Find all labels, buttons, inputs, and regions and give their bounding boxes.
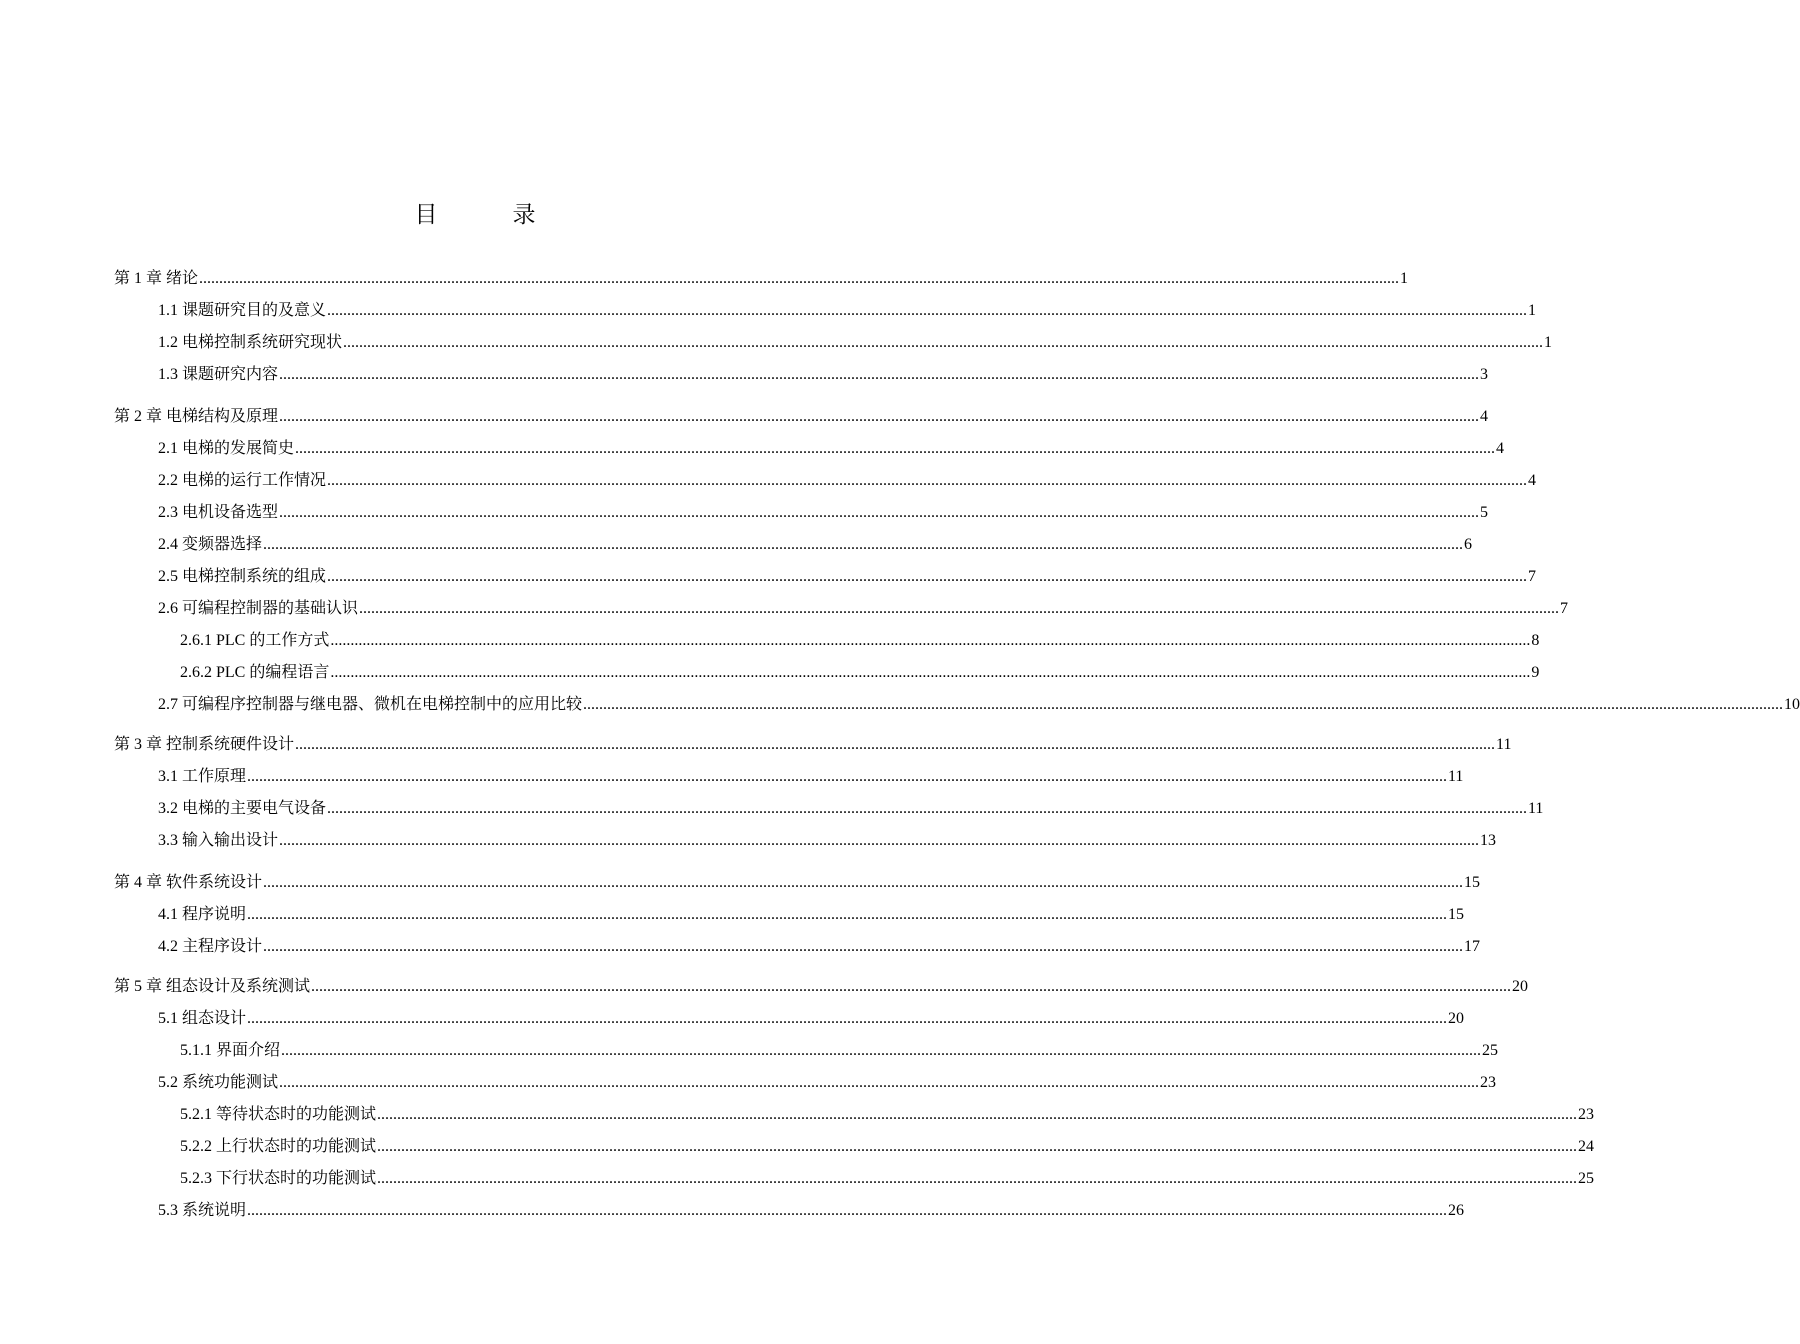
toc-section-entry[interactable]: [158, 297, 1537, 321]
toc-entry-text: 输入输出设计: [182, 830, 279, 849]
toc-entry-number: 5.2.3: [180, 1170, 216, 1187]
toc-leader-dots: ............................................................................................................................................................................................................................................................................................................: [281, 1042, 1482, 1059]
toc-entry-label: [158, 598, 358, 619]
toc-entry-label: [114, 976, 310, 997]
toc-leader-dots: ............................................................................................................................................................................................................................................................................................................: [279, 832, 1480, 849]
toc-entry-text: 上行状态时的功能测试: [216, 1136, 377, 1155]
toc-leader-dots: ............................................................................................................................................................................................................................................................................................................: [330, 632, 1531, 649]
toc-entry-number: 2.3: [158, 504, 182, 521]
toc-entry-label: [180, 1104, 376, 1125]
toc-entry-label: [180, 662, 329, 683]
toc-entry-number: 3.2: [158, 800, 182, 817]
toc-entry-text: 变频器选择: [182, 534, 263, 553]
toc-entry-number: 2.5: [158, 568, 182, 585]
toc-entry-number: 1.1: [158, 302, 182, 319]
toc-entry-label: [158, 438, 294, 459]
toc-entry-text: 的工作方式: [249, 630, 330, 649]
toc-entry-text: 界面介绍: [216, 1040, 281, 1059]
toc-entry-number: 2.6.2 PLC: [180, 664, 250, 681]
toc-section-entry[interactable]: [158, 563, 1537, 587]
toc-leader-dots: ............................................................................................................................................................................................................................................................................................................: [279, 1074, 1480, 1091]
toc-leader-dots: ............................................................................................................................................................................................................................................................................................................: [327, 472, 1528, 489]
toc-page-number: 25: [1578, 1170, 1595, 1187]
toc-entry-text: 电机设备选型: [182, 502, 279, 521]
toc-entry-text: 课题研究内容: [182, 364, 279, 383]
toc-entry-label: [158, 694, 582, 715]
toc-section-entry[interactable]: [158, 763, 1464, 787]
toc-section-entry[interactable]: [180, 1133, 1595, 1157]
toc-leader-dots: ............................................................................................................................................................................................................................................................................................................: [263, 938, 1464, 955]
toc-page-number: 23: [1578, 1106, 1595, 1123]
toc-entry-label: [114, 268, 198, 289]
toc-entry-number: 5.2.2: [180, 1138, 216, 1155]
toc-entry-text: 控制系统硬件设计: [166, 734, 295, 753]
toc-entry-text: 的编程语言: [249, 662, 330, 681]
toc-entry-number: 4.1: [158, 906, 182, 923]
toc-entry-label: [158, 904, 246, 925]
toc-page-number: 3: [1480, 366, 1489, 383]
toc-section-entry[interactable]: [158, 1005, 1465, 1029]
toc-entry-label: [114, 734, 294, 755]
toc-entry-number: 第 1 章: [114, 270, 167, 287]
toc-entry-text: 系统说明: [182, 1200, 247, 1219]
toc-entry-label: [114, 872, 262, 893]
toc-entry-label: [180, 630, 329, 651]
toc-leader-dots: ............................................................................................................................................................................................................................................................................................................: [263, 874, 1464, 891]
toc-entry-number: 第 3 章: [114, 736, 167, 753]
toc-entry-label: [158, 566, 326, 587]
toc-page-number: 20: [1448, 1010, 1465, 1027]
toc-page-number: 7: [1560, 600, 1569, 617]
toc-section-entry[interactable]: [158, 329, 1553, 353]
toc-entry-text: 课题研究目的及意义: [182, 300, 327, 319]
toc-section-entry[interactable]: [180, 1101, 1595, 1125]
toc-page-number: 7: [1528, 568, 1537, 585]
toc-entry-label: [158, 332, 342, 353]
toc-section-entry[interactable]: [180, 659, 1540, 683]
toc-entry-text: 程序说明: [182, 904, 247, 923]
toc-section-entry[interactable]: [158, 691, 1800, 715]
toc-section-entry[interactable]: [180, 1037, 1499, 1061]
toc-section-entry[interactable]: [158, 933, 1481, 957]
toc-leader-dots: ............................................................................................................................................................................................................................................................................................................: [377, 1106, 1578, 1123]
toc-leader-dots: ............................................................................................................................................................................................................................................................................................................: [263, 536, 1464, 553]
toc-entry-label: [158, 936, 262, 957]
toc-entry-number: 5.1.1: [180, 1042, 216, 1059]
toc-entry-label: [158, 798, 326, 819]
toc-leader-dots: ............................................................................................................................................................................................................................................................................................................: [247, 768, 1448, 785]
toc-page-number: 20: [1512, 978, 1529, 995]
toc-page-number: 1: [1544, 334, 1553, 351]
toc-section-entry[interactable]: [158, 827, 1497, 851]
toc-entry-text: 等待状态时的功能测试: [216, 1104, 377, 1123]
toc-section-entry[interactable]: [180, 627, 1540, 651]
toc-section-entry[interactable]: [158, 467, 1537, 491]
toc-leader-dots: ............................................................................................................................................................................................................................................................................................................: [279, 366, 1480, 383]
toc-chapter-entry[interactable]: [114, 973, 1529, 997]
toc-page-number: 4: [1480, 408, 1489, 425]
toc-entry-label: [158, 300, 326, 321]
toc-entry-label: [180, 1136, 376, 1157]
toc-entry-text: 可编程控制器的基础认识: [182, 598, 359, 617]
toc-leader-dots: ............................................................................................................................................................................................................................................................................................................: [295, 440, 1496, 457]
toc-entry-label: [114, 406, 278, 427]
toc-entry-number: 2.6: [158, 600, 182, 617]
toc-entry-text: 电梯结构及原理: [166, 406, 279, 425]
toc-page-number: 10: [1784, 696, 1800, 713]
toc-entry-number: 第 2 章: [114, 408, 167, 425]
toc-entry-text: 下行状态时的功能测试: [216, 1168, 377, 1187]
toc-entry-label: [158, 830, 278, 851]
toc-entry-text: 组态设计及系统测试: [166, 976, 311, 995]
toc-entry-number: 第 4 章: [114, 874, 167, 891]
toc-section-entry[interactable]: [158, 531, 1473, 555]
toc-page-number: 11: [1496, 736, 1512, 753]
toc-entry-text: 电梯控制系统的组成: [182, 566, 327, 585]
toc-entry-text: 工作原理: [182, 766, 247, 785]
toc-entry-number: 4.2: [158, 938, 182, 955]
toc-section-entry[interactable]: [158, 901, 1465, 925]
toc-entry-text: 可编程序控制器与继电器、微机在电梯控制中的应用比较: [182, 694, 583, 713]
toc-page-number: 4: [1528, 472, 1537, 489]
toc-section-entry[interactable]: [158, 435, 1505, 459]
toc-entry-label: [158, 766, 246, 787]
toc-entry-text: 电梯的运行工作情况: [182, 470, 327, 489]
toc-entry-label: [158, 1200, 246, 1221]
toc-entry-text: 电梯的主要电气设备: [182, 798, 327, 817]
toc-entry-number: 第 5 章: [114, 978, 167, 995]
toc-page-number: 23: [1480, 1074, 1497, 1091]
toc-entry-text: 主程序设计: [182, 936, 263, 955]
toc-leader-dots: ............................................................................................................................................................................................................................................................................................................: [199, 270, 1400, 287]
toc-entry-number: 1.3: [158, 366, 182, 383]
toc-entry-label: [158, 1008, 246, 1029]
toc-chapter-entry[interactable]: [114, 403, 1489, 427]
toc-entry-number: 2.7: [158, 696, 182, 713]
toc-leader-dots: ............................................................................................................................................................................................................................................................................................................: [583, 696, 1784, 713]
toc-section-entry[interactable]: [180, 1165, 1595, 1189]
toc-leader-dots: ............................................................................................................................................................................................................................................................................................................: [359, 600, 1560, 617]
toc-page-number: 4: [1496, 440, 1505, 457]
toc-entry-label: [158, 1072, 278, 1093]
toc-leader-dots: ............................................................................................................................................................................................................................................................................................................: [327, 568, 1528, 585]
toc-entry-number: 3.1: [158, 768, 182, 785]
toc-entry-text: 软件系统设计: [166, 872, 263, 891]
toc-leader-dots: ............................................................................................................................................................................................................................................................................................................: [377, 1138, 1578, 1155]
toc-leader-dots: ............................................................................................................................................................................................................................................................................................................: [343, 334, 1544, 351]
toc-entry-text: 系统功能测试: [182, 1072, 279, 1091]
toc-entry-number: 5.3: [158, 1202, 182, 1219]
toc-page-number: 6: [1464, 536, 1473, 553]
toc-entry-label: [158, 470, 326, 491]
toc-page-number: 15: [1448, 906, 1465, 923]
toc-page-number: 8: [1531, 632, 1540, 649]
toc-chapter-entry[interactable]: [114, 265, 1409, 289]
toc-entry-number: 5.1: [158, 1010, 182, 1027]
toc-page-number: 11: [1448, 768, 1464, 785]
toc-leader-dots: ............................................................................................................................................................................................................................................................................................................: [279, 408, 1480, 425]
toc-entry-text: 绪论: [166, 268, 199, 287]
toc-page-number: 26: [1448, 1202, 1465, 1219]
toc-page-number: 17: [1464, 938, 1481, 955]
toc-page-number: 25: [1482, 1042, 1499, 1059]
toc-chapter-entry[interactable]: [114, 869, 1481, 893]
toc-entry-text: 电梯控制系统研究现状: [182, 332, 343, 351]
page-title: 目 录: [414, 202, 562, 228]
toc-entry-number: 1.2: [158, 334, 182, 351]
toc-entry-text: 组态设计: [182, 1008, 247, 1027]
toc-entry-number: 5.2.1: [180, 1106, 216, 1123]
toc-section-entry[interactable]: [158, 1069, 1497, 1093]
toc-page-number: 15: [1464, 874, 1481, 891]
toc-leader-dots: ............................................................................................................................................................................................................................................................................................................: [377, 1170, 1578, 1187]
toc-leader-dots: ............................................................................................................................................................................................................................................................................................................: [247, 1202, 1448, 1219]
toc-leader-dots: ............................................................................................................................................................................................................................................................................................................: [311, 978, 1512, 995]
toc-leader-dots: ............................................................................................................................................................................................................................................................................................................: [327, 800, 1528, 817]
toc-section-entry[interactable]: [158, 361, 1489, 385]
toc-page-number: 1: [1400, 270, 1409, 287]
toc-entry-label: [158, 534, 262, 555]
toc-leader-dots: ............................................................................................................................................................................................................................................................................................................: [279, 504, 1480, 521]
toc-leader-dots: ............................................................................................................................................................................................................................................................................................................: [295, 736, 1496, 753]
toc-section-entry[interactable]: [158, 1197, 1465, 1221]
toc-entry-number: 2.1: [158, 440, 182, 457]
toc-entry-label: [180, 1040, 280, 1061]
toc-section-entry[interactable]: [158, 595, 1569, 619]
toc-page-number: 11: [1528, 800, 1544, 817]
toc-entry-number: 2.4: [158, 536, 182, 553]
toc-page-number: 9: [1531, 664, 1540, 681]
toc-page-number: 24: [1578, 1138, 1595, 1155]
toc-entry-number: 5.2: [158, 1074, 182, 1091]
toc-page-number: 5: [1480, 504, 1489, 521]
toc-entry-number: 3.3: [158, 832, 182, 849]
toc-chapter-entry[interactable]: [114, 731, 1512, 755]
toc-entry-text: 电梯的发展简史: [182, 438, 295, 457]
toc-entry-label: [158, 502, 278, 523]
toc-section-entry[interactable]: [158, 795, 1544, 819]
toc-entry-number: 2.2: [158, 472, 182, 489]
toc-page-number: 13: [1480, 832, 1497, 849]
toc-page-number: 1: [1528, 302, 1537, 319]
toc-leader-dots: ............................................................................................................................................................................................................................................................................................................: [247, 1010, 1448, 1027]
toc-entry-label: [158, 364, 278, 385]
toc-section-entry[interactable]: [158, 499, 1489, 523]
toc-leader-dots: ............................................................................................................................................................................................................................................................................................................: [327, 302, 1528, 319]
toc-entry-number: 2.6.1 PLC: [180, 632, 250, 649]
toc-leader-dots: ............................................................................................................................................................................................................................................................................................................: [247, 906, 1448, 923]
toc-leader-dots: ............................................................................................................................................................................................................................................................................................................: [330, 664, 1531, 681]
toc-entry-label: [180, 1168, 376, 1189]
